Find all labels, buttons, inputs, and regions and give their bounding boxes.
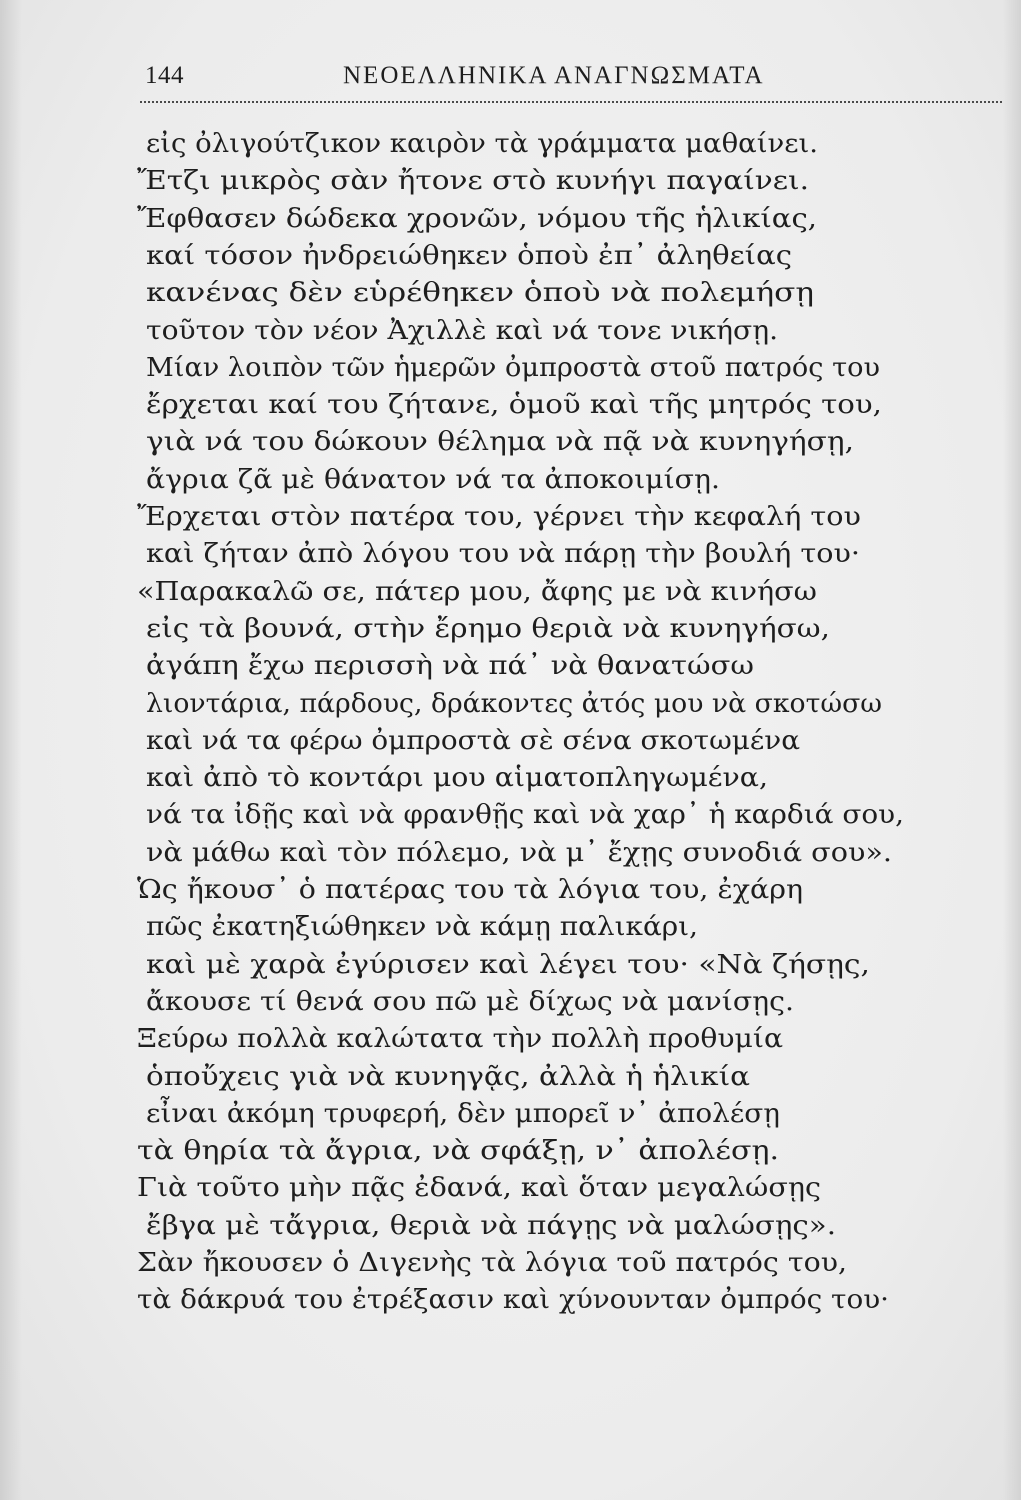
poem-line: νά τα ἰδῇς καὶ νὰ φρανθῇς καὶ νὰ χαρ᾿ ἡ καρδιά σου,	[146, 800, 904, 831]
page-shadow-right	[1003, 0, 1021, 1500]
poem-line: ἄγρια ζᾶ μὲ θάνατον νά τα ἀποκοιμίσῃ.	[146, 464, 720, 495]
poem-line: ἄκουσε τί θενά σου πῶ μὲ δίχως νὰ μανίσῃς.	[146, 986, 794, 1017]
poem-line: Ἔφθασεν δώδεκα χρονῶν, νόμου τῆς ἡλικίας,	[137, 203, 818, 234]
running-title: ΝΕΟΕΛΛΗΝΙΚΑ ΑΝΑΓΝΩΣΜΑΤΑ	[343, 62, 765, 89]
poem-line: λιοντάρια, πάρδους, δράκοντες ἀτός μου νὰ σκοτώσω	[146, 688, 883, 719]
page-header	[145, 62, 965, 98]
poem-line: Ξεύρω πολλὰ καλώτατα τὴν πολλὴ προθυμία	[137, 1024, 784, 1055]
poem-line: εἰς ὀλιγούτζικον καιρὸν τὰ γράμματα μαθαίνει.	[146, 129, 818, 159]
poem-line: ἀγάπη ἔχω περισσὴ νὰ πά᾿ νὰ θανατώσω	[146, 651, 754, 682]
poem-line: ὁποὔχεις γιὰ νὰ κυνηγᾷς, ἀλλὰ ἡ ἡλικία	[146, 1061, 750, 1092]
poem-line: Ἔρχεται στὸν πατέρα του, γέρνει τὴν κεφαλή του	[137, 502, 861, 532]
poem-line: καὶ ἀπὸ τὸ κοντάρι μου αἱματοπληγωμένα,	[146, 763, 768, 794]
poem-line: «Παρακαλῶ σε, πάτερ μου, ἄφης με νὰ κινήσω	[137, 576, 817, 607]
poem-line: Γιὰ τοῦτο μὴν πᾷς ἐδανά, καὶ ὅταν μεγαλώσῃς	[137, 1173, 821, 1204]
poem-line: Ἔτζι μικρὸς σὰν ἤτονε στὸ κυνήγι παγαίνει.	[137, 166, 809, 197]
poem-line: καὶ νά τα φέρω ὀμπροστὰ σὲ σένα σκοτωμένα	[146, 725, 801, 756]
poem-line: τὰ δάκρυά του ἐτρέξασιν καὶ χύνουνταν ὀμπρός του·	[137, 1285, 890, 1316]
poem-line: τοῦτον τὸν νέον Ἀχιλλὲ καὶ νά τονε νικήσῃ.	[146, 315, 779, 346]
page-shadow-left	[0, 0, 22, 1500]
poem-line: Σὰν ἤκουσεν ὁ Διγενὴς τὰ λόγια τοῦ πατρός του,	[137, 1248, 848, 1278]
poem-line: τὰ θηρία τὰ ἄγρια, νὰ σφάξῃ, ν᾿ ἀπολέσῃ.	[137, 1136, 780, 1167]
poem-line: γιὰ νά του δώκουν θέλημα νὰ πᾷ νὰ κυνηγήσῃ,	[146, 427, 854, 458]
poem-line: νὰ μάθω καὶ τὸν πόλεμο, νὰ μ᾿ ἔχῃς συνοδιά σου».	[146, 837, 892, 868]
poem-line: καὶ ζήταν ἀπὸ λόγου του νὰ πάρῃ τὴν βουλή του·	[146, 539, 860, 570]
poem-line: καί τόσον ἠνδρειώθηκεν ὁποὺ ἐπ᾿ ἀληθείας	[146, 240, 792, 271]
poem-line: Μίαν λοιπὸν τῶν ἡμερῶν ὀμπροστὰ στοῦ πατρός του	[146, 352, 880, 383]
poem-line: εἶναι ἀκόμη τρυφερή, δὲν μπορεῖ ν᾿ ἀπολέσῃ	[146, 1098, 780, 1129]
poem-line: ἔρχεται καί του ζήτανε, ὁμοῦ καὶ τῆς μητρός του,	[146, 390, 882, 421]
poem-line: κανένας δὲν εὑρέθηκεν ὁποὺ νὰ πολεμήσῃ	[146, 278, 815, 309]
poem-line: καὶ μὲ χαρὰ ἐγύρισεν καὶ λέγει του· «Νὰ ζήσῃς,	[146, 949, 870, 980]
poem-line: ἔβγα μὲ τἄγρια, θεριὰ νὰ πάγῃς νὰ μαλώσῃς».	[146, 1210, 837, 1241]
poem-line: πῶς ἐκατηξιώθηκεν νὰ κάμῃ παλικάρι,	[146, 912, 698, 943]
poem-line: εἰς τὰ βουνά, στὴν ἔρημο θεριὰ νὰ κυνηγήσω,	[146, 613, 831, 644]
header-rule	[140, 101, 1002, 103]
poem-line: Ὡς ἤκουσ᾿ ὁ πατέρας του τὰ λόγια του, ἐχάρη	[137, 875, 804, 905]
page-number: 144	[145, 62, 184, 89]
